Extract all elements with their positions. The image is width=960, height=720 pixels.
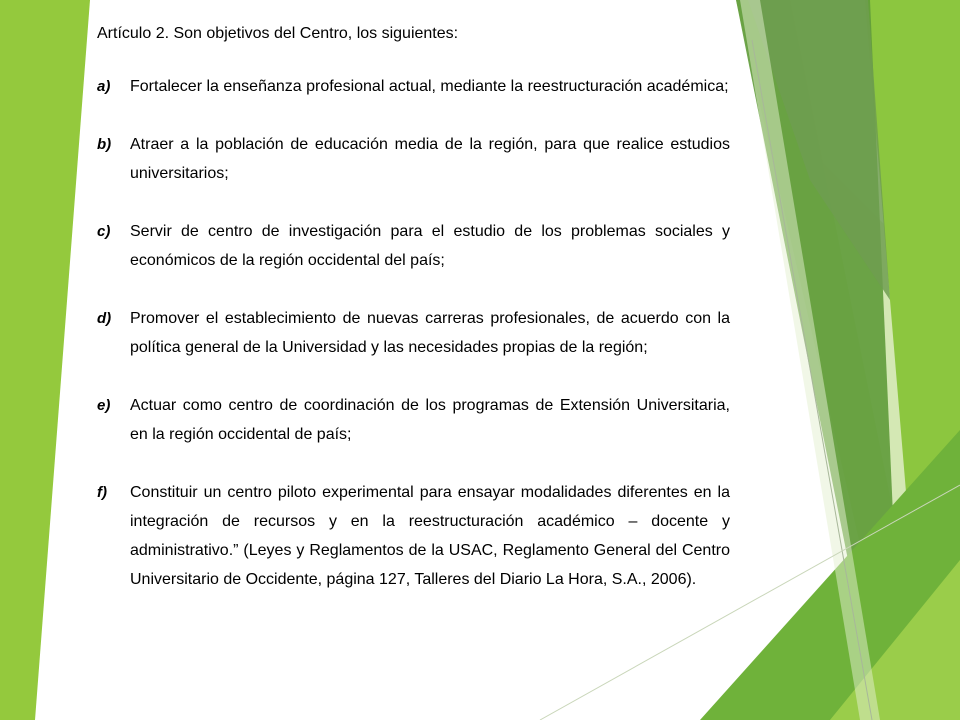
objective-item-c — [97, 217, 730, 275]
item-text: Promover el establecimiento de nuevas carreras profesionales, de acuerdo con la política general de la Universidad y las necesidades propias de la región; — [130, 310, 730, 356]
objective-item-f — [97, 478, 730, 594]
item-marker: e) — [97, 397, 111, 414]
item-marker: c) — [97, 223, 111, 240]
objective-item-d — [97, 304, 730, 362]
item-marker: a) — [97, 78, 111, 95]
item-text: Actuar como centro de coordinación de los programas de Extensión Universitaria, en la región occidental de país; — [130, 397, 730, 443]
objective-item-b — [97, 130, 730, 188]
item-marker: b) — [97, 136, 112, 153]
item-text: Constituir un centro piloto experimental para ensayar modalidades diferentes en la integración de recursos y en la reestructuración académico – docente y administrativo.” (Leyes y Reglamentos de la USAC, Reglamento General del Centro Universitario de Occidente, página 127, Talleres del Diario La Hora, S.A., 2006). — [130, 484, 730, 588]
article-heading: Artículo 2. Son objetivos del Centro, los siguientes: — [97, 25, 459, 42]
item-marker: d) — [97, 310, 112, 327]
objective-item-e — [97, 391, 730, 449]
slide-content — [97, 24, 730, 623]
item-marker: f) — [97, 484, 107, 501]
item-text: Servir de centro de investigación para el estudio de los problemas sociales y económicos de la región occidental del país; — [130, 223, 730, 269]
item-text: Fortalecer la enseñanza profesional actual, mediante la reestructuración académica; — [130, 78, 729, 95]
item-text: Atraer a la población de educación media de la región, para que realice estudios universitarios; — [130, 136, 730, 182]
left-green-wedge — [0, 0, 90, 720]
objective-item-a — [97, 72, 730, 101]
